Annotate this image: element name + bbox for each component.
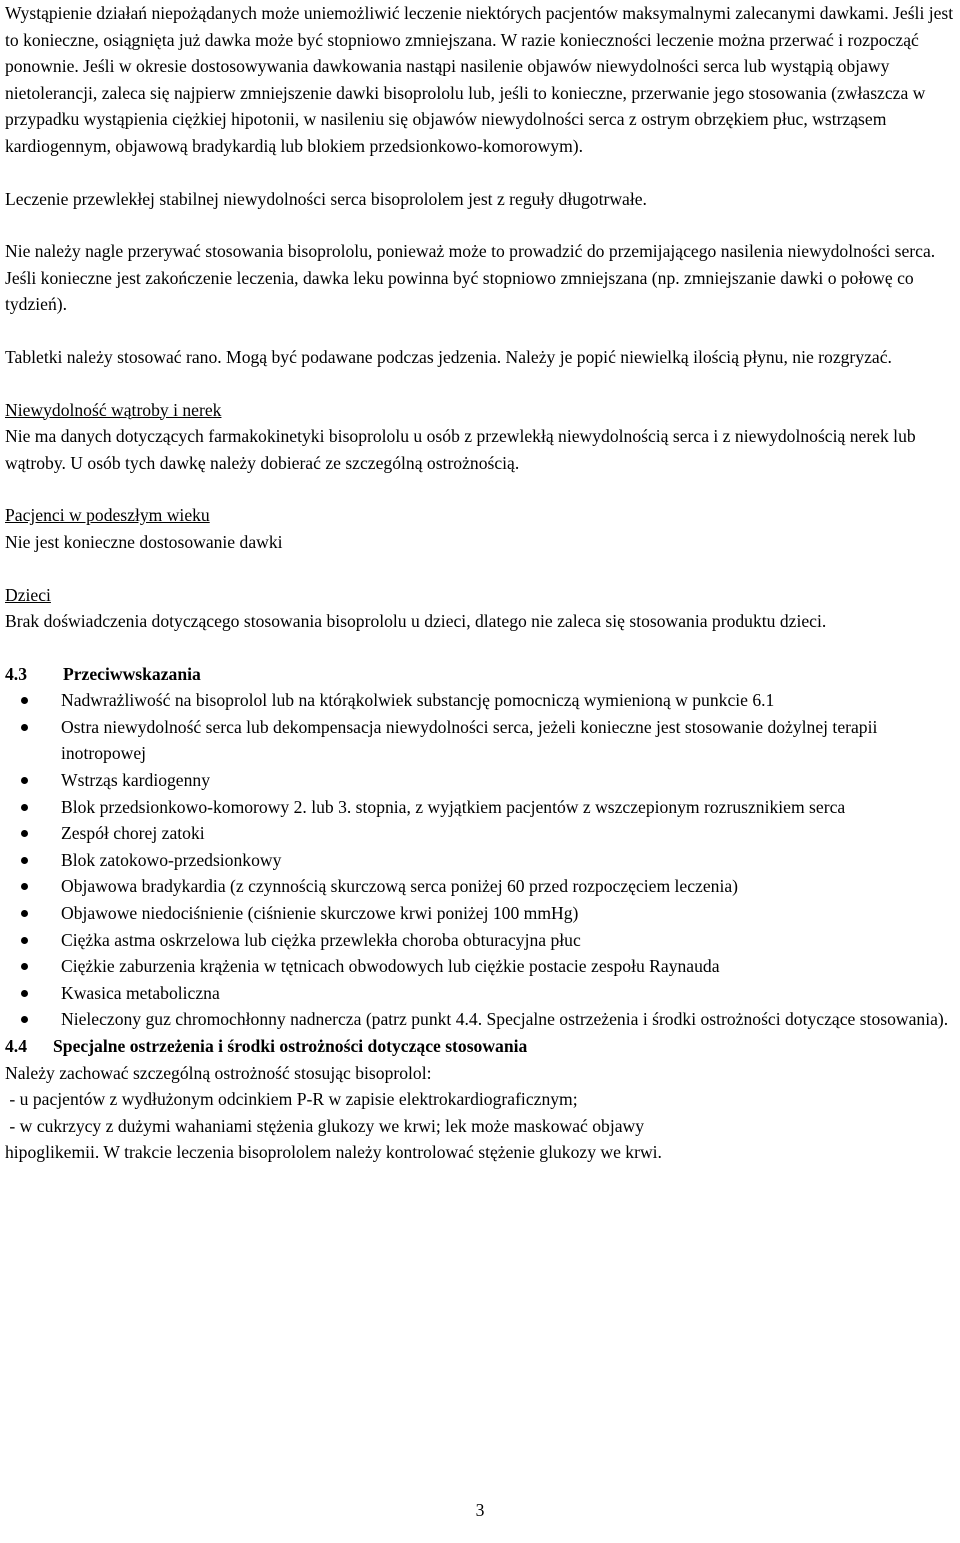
bullet-icon	[21, 963, 28, 970]
page-number: 3	[475, 1500, 485, 1520]
section-title: Specjalne ostrzeżenia i środki ostrożności dotyczące stosowania	[53, 1036, 528, 1056]
list-item: Objawowa bradykardia (z czynnością skurczową serca poniżej 60 przed rozpoczęciem leczenia)	[5, 873, 957, 900]
list-item: Kwasica metaboliczna	[5, 980, 957, 1007]
subsection-hepatic-renal	[5, 397, 957, 477]
list-item: Zespół chorej zatoki	[5, 820, 957, 847]
subsection-title: Niewydolność wątroby i nerek	[5, 399, 222, 420]
subsection-text: Nie jest konieczne dostosowanie dawki	[5, 531, 283, 552]
warnings-line: - w cukrzycy z dużymi wahaniami stężenia glukozy we krwi; lek może maskować objawy	[5, 1115, 645, 1136]
warnings-line: hipoglikemii. W trakcie leczenia bisoprololem należy kontrolować stężenie glukozy we krwi.	[5, 1142, 662, 1163]
bullet-icon	[21, 724, 28, 731]
section-number: 4.3	[5, 663, 27, 684]
list-item: Objawowe niedociśnienie (ciśnienie skurczowe krwi poniżej 100 mmHg)	[5, 900, 957, 927]
bullet-icon	[21, 937, 28, 944]
list-item: Ciężka astma oskrzelowa lub ciężka przewlekła choroba obturacyjna płuc	[5, 927, 957, 954]
discontinuation-paragraph: Nie należy nagle przerywać stosowania bisoprololu, ponieważ może to prowadzić do przemijającego nasilenia niewydolności serca. Jeśli konieczne jest zakończenie leczenia, dawka leku powinna być stopniowo zmniejszana (np. zmniejszanie dawki o połowę co tydzień).	[5, 241, 936, 315]
bullet-icon	[21, 1016, 28, 1023]
warnings-block	[5, 1060, 957, 1166]
subsection-title: Pacjenci w podeszłym wieku	[5, 505, 210, 526]
bullet-icon	[21, 804, 28, 811]
section-title: Przeciwwskazania	[63, 663, 201, 684]
subsection-elderly	[5, 502, 957, 555]
warnings-lead: Należy zachować szczególną ostrożność stosując bisoprolol:	[5, 1062, 432, 1083]
long-term-paragraph: Leczenie przewlekłej stabilnej niewydolności serca bisoprololem jest z reguły długotrwałe.	[5, 188, 647, 209]
warnings-line: - u pacjentów z wydłużonym odcinkiem P-R w zapisie elektrokardiograficznym;	[5, 1089, 578, 1110]
subsection-title: Dzieci	[5, 584, 51, 605]
list-item: Nieleczony guz chromochłonny nadnercza (patrz punkt 4.4. Specjalne ostrzeżenia i środki ostrożności dotyczące stosowania).	[5, 1006, 957, 1033]
subsection-text: Nie ma danych dotyczących farmakokinetyki bisoprololu u osób z przewlekłą niewydolnością serca i z niewydolnością nerek lub wątroby. U osób tych dawkę należy dobierać ze szczególną ostrożnością.	[5, 426, 916, 473]
bullet-icon	[21, 777, 28, 784]
bullet-icon	[21, 883, 28, 890]
bullet-icon	[21, 990, 28, 997]
bullet-icon	[21, 830, 28, 837]
intro-paragraph: Wystąpienie działań niepożądanych może uniemożliwić leczenie niektórych pacjentów maksymalnymi zalecanymi dawkami. Jeśli jest to konieczne, osiągnięta już dawka może być stopniowo zmniejszana. W razie konieczności leczenie można przerwać i rozpocząć ponownie. Jeśli w okresie dostosowywania dawkowania nastąpi nasilenie objawów niewydolności serca lub wystąpią objawy nietolerancji, zaleca się najpierw zmniejszenie dawki bisoprololu lub, jeśli to konieczne, przerwanie jego stosowania (zwłaszcza w przypadku wystąpienia ciężkiej hipotonii, w nasileniu się objawów niewydolności serca z ostrym obrzękiem płuc, wstrząsem kardiogennym, objawową bradykardią lub blokiem przedsionkowo-komorowym).	[5, 3, 954, 156]
subsection-text: Brak doświadczenia dotyczącego stosowania bisoprololu u dzieci, dlatego nie zaleca się stosowania produktu dzieci.	[5, 611, 827, 632]
bullet-icon	[21, 910, 28, 917]
section-number: 4.4	[5, 1036, 27, 1056]
list-item: Blok zatokowo-przedsionkowy	[5, 847, 957, 874]
section-heading-4-4	[5, 1033, 957, 1060]
list-item: Nadwrażliwość na bisoprolol lub na którąkolwiek substancję pomocniczą wymienioną w punkcie 6.1	[5, 687, 957, 714]
subsection-children	[5, 582, 957, 635]
list-item: Blok przedsionkowo-komorowy 2. lub 3. stopnia, z wyjątkiem pacjentów z wszczepionym rozrusznikiem serca	[5, 794, 957, 821]
list-item: Ciężkie zaburzenia krążenia w tętnicach obwodowych lub ciężkie postacie zespołu Raynauda	[5, 953, 957, 980]
document-page	[5, 0, 957, 1166]
list-item: Ostra niewydolność serca lub dekompensacja niewydolności serca, jeżeli konieczne jest stosowanie dożylnej terapii inotropowej	[5, 714, 957, 767]
section-heading-4-3	[5, 661, 957, 688]
bullet-icon	[21, 697, 28, 704]
list-item: Wstrząs kardiogenny	[5, 767, 957, 794]
contraindications-list	[5, 687, 957, 1033]
administration-paragraph: Tabletki należy stosować rano. Mogą być podawane podczas jedzenia. Należy je popić niewielką ilością płynu, nie rozgryzać.	[5, 346, 892, 367]
bullet-icon	[21, 857, 28, 864]
